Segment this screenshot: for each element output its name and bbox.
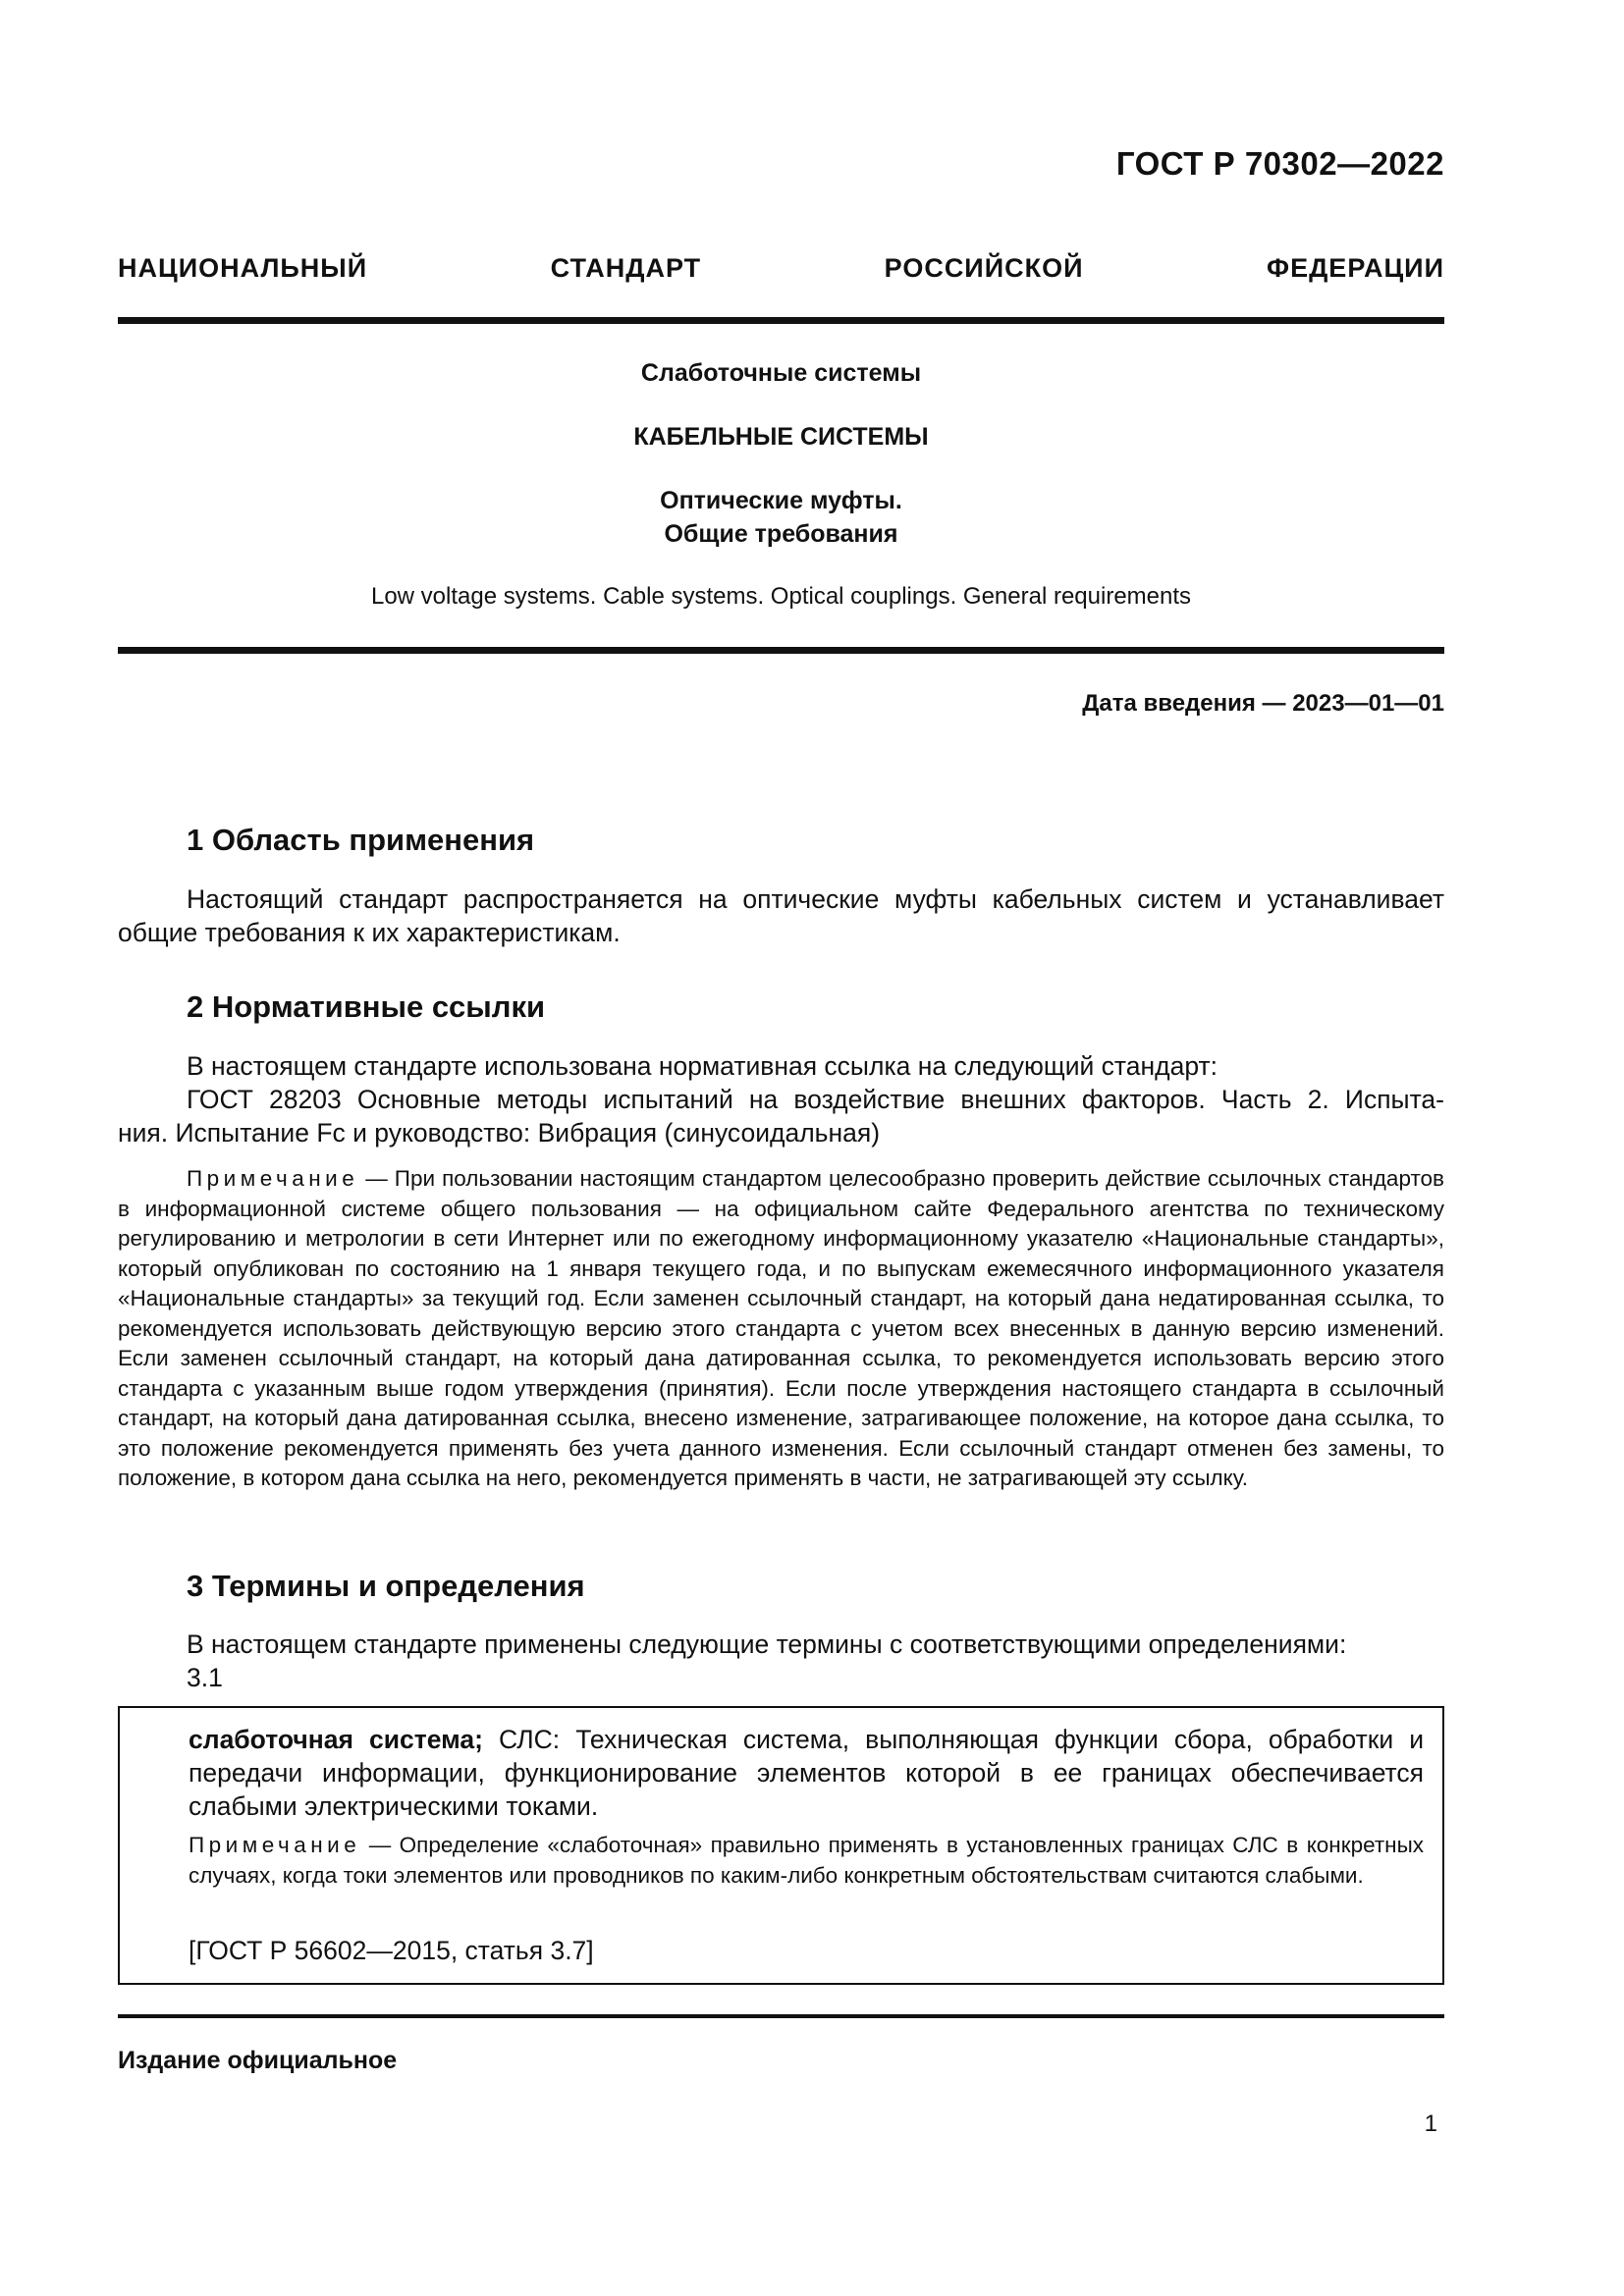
footer-divider	[118, 2014, 1444, 2018]
term-number: 3.1	[187, 1663, 223, 1692]
section-1-heading: 1 Область применения	[187, 823, 535, 857]
section-3-heading: 3 Термины и определения	[187, 1569, 585, 1603]
term-definition-text: СЛС: Техническая система, выполняющая функции сбора, обработки и передачи информации, функционирование элементов которой в ее границах обеспечивается слабыми электрическими токами.	[189, 1725, 1424, 1821]
title-line-4: Общие требования	[664, 520, 898, 548]
effective-date: Дата введения — 2023—01—01	[1082, 690, 1444, 717]
english-title: Low voltage systems. Cable systems. Optical couplings. General requirements	[370, 583, 1192, 610]
note-label: Примечание	[187, 1166, 359, 1191]
edition-label: Издание официальное	[118, 2047, 398, 2074]
note-text: — При пользовании настоящим стандартом целесообразно проверить действие ссылочных стандартов в информационной системе общего пользования — на официальном сайте Федерального агентства по техническому регулированию и метрологии в сети Интернет или по ежегодному информационному указателю «Национальные стандарты», который опубликован по состоянию на 1 января текущего года, и по выпускам ежемесячного информационного указателя «Национальные стандарты» за текущий год. Если заменен ссылочный стандарт, на который дана недатированная ссылка, то рекомендуется использовать действующую версию этого стандарта с учетом всех внесенных в данную версию изменений. Если заменен ссылочный стандарт, на который дана датированная ссылка, то рекомендуется использовать версию этого стандарта с указанным выше годом утверждения (принятия). Если после утверждения настоящего стандарта в ссылочный стандарт, на который дана датированная ссылка, внесено изменение, затрагивающее положение, на которое дана ссылка, то это положение рекомендуется применять без учета данного изменения. Если ссылочный стандарт отменен без замены, то положение, в котором дана ссылка на него, рекомендуется применять в части, не затрагивающей эту ссылку.	[118, 1166, 1444, 1490]
section-2-reference-line-1: ГОСТ 28203 Основные методы испытаний на воздействие внешних факторов. Часть 2. Испыта-	[187, 1085, 1444, 1114]
section-2-heading: 2 Нормативные ссылки	[187, 989, 546, 1024]
term-source: [ГОСТ Р 56602—2015, статья 3.7]	[189, 1936, 594, 1965]
term-definition	[189, 1723, 1424, 1823]
term-name: слаботочная система;	[189, 1725, 483, 1754]
page-number: 1	[1424, 2110, 1437, 2137]
term-note-label: Примечание	[189, 1833, 361, 1857]
term-note	[189, 1831, 1424, 1891]
section-1-paragraph-line-1: Настоящий стандарт распространяется на оптические муфты кабельных систем и устанавливает	[187, 884, 1444, 914]
document-number: ГОСТ Р 70302—2022	[1115, 145, 1444, 182]
section-2-note	[118, 1164, 1444, 1494]
term-note-text: — Определение «слаботочная» правильно применять в установленных границах СЛС в конкретных случаях, когда токи элементов или проводников по каким-либо конкретным обстоятельствам считаются слабыми.	[189, 1833, 1424, 1888]
national-standard-banner: НАЦИОНАЛЬНЫЙ СТАНДАРТ РОССИЙСКОЙ ФЕДЕРАЦИИ	[118, 253, 1444, 283]
section-1-paragraph-line-2: общие требования к их характеристикам.	[118, 918, 621, 947]
section-3-intro: В настоящем стандарте применены следующие термины с соответствующими определениями:	[187, 1629, 1347, 1659]
section-2-intro: В настоящем стандарте использована нормативная ссылка на следующий стандарт:	[187, 1051, 1218, 1081]
top-divider	[118, 317, 1444, 324]
title-divider	[118, 647, 1444, 654]
title-line-2: КАБЕЛЬНЫЕ СИСТЕМЫ	[633, 423, 929, 451]
title-line-3: Оптические муфты.	[660, 487, 902, 514]
title-line-1: Слаботочные системы	[640, 359, 922, 387]
section-2-reference-line-2: ния. Испытание Fc и руководство: Вибрация (синусоидальная)	[118, 1118, 881, 1148]
